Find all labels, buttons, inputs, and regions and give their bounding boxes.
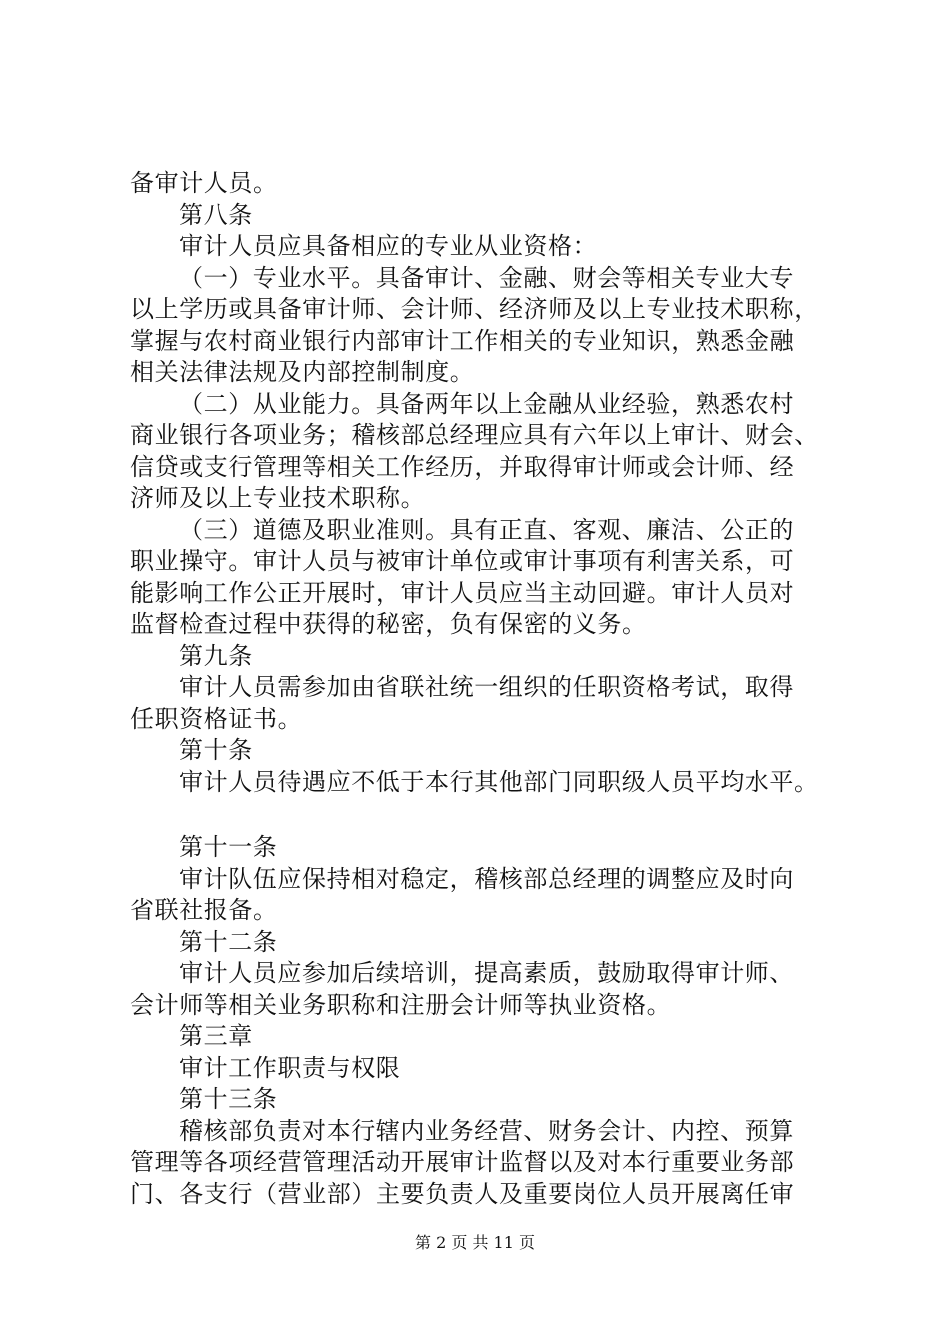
text-line: 第十条 — [179, 736, 253, 764]
text-line: 审计人员应参加后续培训，提高素质，鼓励取得审计师、 — [179, 959, 794, 987]
text-line: 管理等各项经营管理活动开展审计监督以及对本行重要业务部 — [130, 1148, 795, 1176]
text-line: 第九条 — [179, 641, 253, 670]
text-line: 掌握与农村商业银行内部审计工作相关的专业知识，熟悉金融 — [130, 326, 795, 355]
text-line: 稽核部负责对本行辖内业务经营、财务会计、内控、预算 — [179, 1116, 794, 1145]
text-line: 相关法律法规及内部控制制度。 — [130, 358, 475, 386]
text-line: （三）道德及职业准则。具有正直、客观、廉洁、公正的 — [179, 515, 794, 544]
text-line: 审计人员应具备相应的专业从业资格： — [179, 232, 598, 260]
text-line: 信贷或支行管理等相关工作经历，并取得审计师或会计师、经 — [130, 452, 795, 481]
text-line: 备审计人员。 — [130, 169, 278, 197]
text-line: 第八条 — [179, 200, 253, 229]
text-line: 审计人员待遇应不低于本行其他部门同职级人员平均水平。 — [179, 767, 819, 796]
text-line: 审计人员需参加由省联社统一组织的任职资格考试，取得 — [179, 673, 794, 701]
page-footer: 第 2 页 共 11 页 — [415, 1233, 535, 1252]
text-line: 审计工作职责与权限 — [179, 1053, 401, 1082]
text-line: 任职资格证书。 — [130, 704, 303, 733]
document-body — [130, 168, 835, 1210]
text-line: 能影响工作公正开展时，审计人员应当主动回避。审计人员对 — [130, 578, 795, 607]
text-line: 省联社报备。 — [130, 896, 278, 924]
text-line: 第十二条 — [179, 927, 278, 956]
text-line: 济师及以上专业技术职称。 — [130, 484, 426, 512]
text-line: （二）从业能力。具备两年以上金融从业经验，熟悉农村 — [179, 389, 794, 418]
text-line: 第三章 — [179, 1022, 253, 1050]
text-line: 会计师等相关业务职称和注册会计师等执业资格。 — [130, 990, 672, 1019]
text-line: （一）专业水平。具备审计、金融、财会等相关专业大专 — [179, 263, 794, 292]
blank-line — [130, 798, 835, 832]
text-line: 商业银行各项业务；稽核部总经理应具有六年以上审计、财会、 — [130, 421, 819, 449]
text-line: 审计队伍应保持相对稳定，稽核部总经理的调整应及时向 — [179, 864, 794, 893]
text-line: 职业操守。审计人员与被审计单位或审计事项有利害关系，可 — [130, 547, 795, 575]
text-line: 第十一条 — [179, 833, 278, 861]
text-line: 以上学历或具备审计师、会计师、经济师及以上专业技术职称， — [130, 295, 819, 323]
text-line: 门、各支行（营业部）主要负责人及重要岗位人员开展离任审 — [130, 1179, 795, 1208]
text-line: 监督检查过程中获得的秘密，负有保密的义务。 — [130, 610, 647, 638]
text-line: 第十三条 — [179, 1085, 278, 1113]
